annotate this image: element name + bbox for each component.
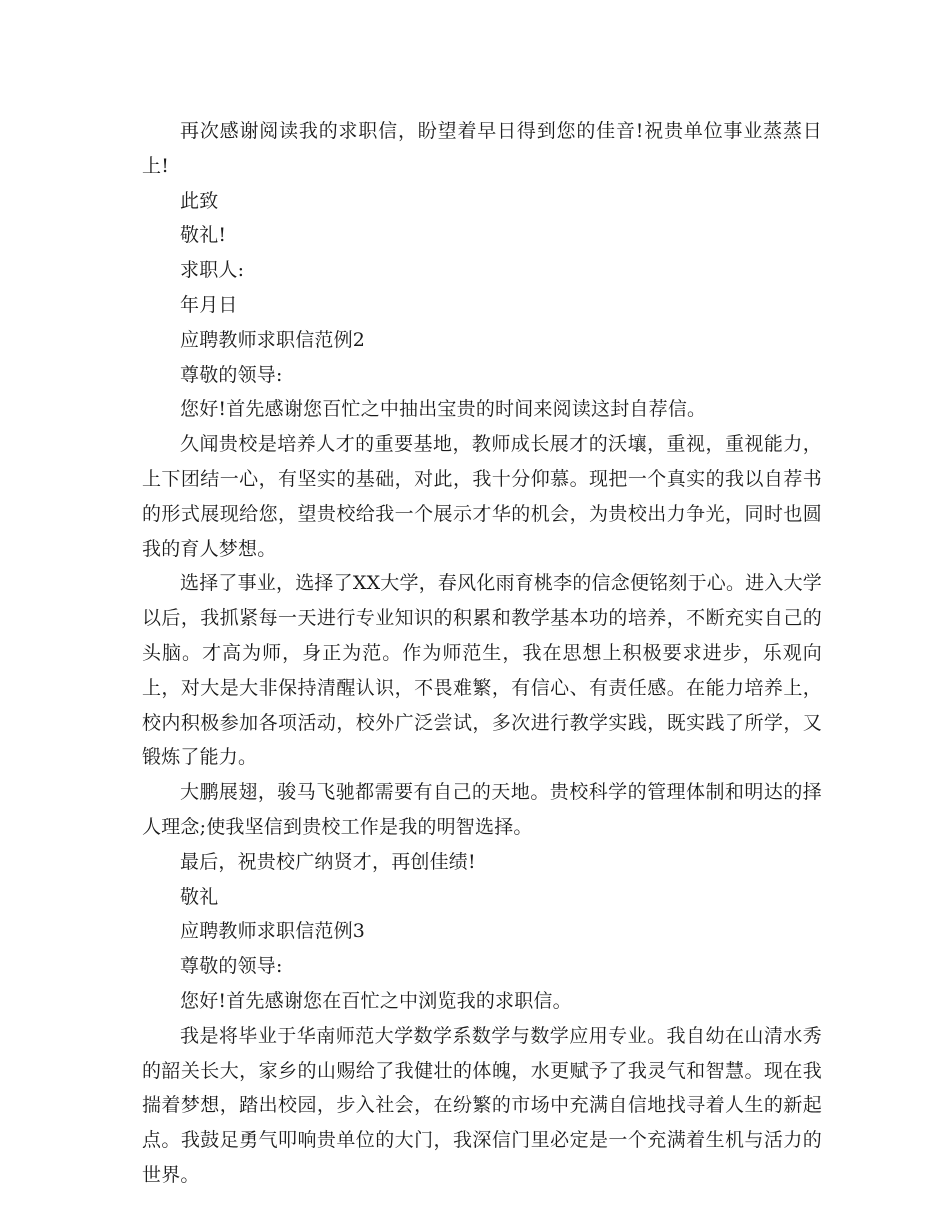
body-paragraph: 我是将毕业于华南师范大学数学系数学与数学应用专业。我自幼在山清水秀的韶关长大，家乡的山赐给了我健壮的体魄，水更赋予了我灵气和智慧。现在我揣着梦想，踏出校园，步入社会，在纷繁的市场中充满自信地找寻着人生的新起点。我鼓足勇气叩响贵单位的大门，我深信门里必定是一个充满着生机与活力的世界。: [142, 1024, 822, 1186]
greeting-line: 尊敬的领导:: [180, 363, 283, 386]
section-heading: 应聘教师求职信范例3: [180, 920, 366, 943]
salutation-line: 此致: [180, 189, 219, 212]
body-paragraph: 您好!首先感谢您百忙之中抽出宝贵的时间来阅读这封自荐信。: [180, 398, 707, 421]
salutation-line: 敬礼!: [180, 224, 227, 247]
body-paragraph: 最后，祝贵校广纳贤才，再创佳绩!: [180, 850, 476, 873]
date-line: 年月日: [180, 293, 238, 316]
document-body: [142, 114, 822, 1193]
body-paragraph: 您好!首先感谢您在百忙之中浏览我的求职信。: [180, 989, 572, 1012]
applicant-line: 求职人:: [180, 259, 245, 282]
closing-paragraph: 再次感谢阅读我的求职信，盼望着早日得到您的佳音!祝贵单位事业蒸蒸日上!: [142, 120, 822, 177]
greeting-line: 尊敬的领导:: [180, 955, 283, 978]
section-heading: 应聘教师求职信范例2: [180, 328, 366, 351]
body-paragraph: 大鹏展翅，骏马飞驰都需要有自己的天地。贵校科学的管理体制和明达的择人理念;使我坚信到贵校工作是我的明智选择。: [142, 781, 822, 838]
salutation-line: 敬礼: [180, 885, 219, 908]
body-paragraph: 选择了事业，选择了XX大学，春风化雨育桃李的信念便铭刻于心。进入大学以后，我抓紧每一天进行专业知识的积累和教学基本功的培养，不断充实自己的头脑。才高为师，身正为范。作为师范生，我在思想上积极要求进步，乐观向上，对大是大非保持清醒认识，不畏难繁，有信心、有责任感。在能力培养上，校内积极参加各项活动，校外广泛尝试，多次进行教学实践，既实践了所学，又锻炼了能力。: [142, 572, 822, 769]
body-paragraph: 久闻贵校是培养人才的重要基地，教师成长展才的沃壤，重视，重视能力，上下团结一心，有坚实的基础，对此，我十分仰慕。现把一个真实的我以自荐书的形式展现给您，望贵校给我一个展示才华的机会，为贵校出力争光，同时也圆我的育人梦想。: [142, 433, 822, 560]
